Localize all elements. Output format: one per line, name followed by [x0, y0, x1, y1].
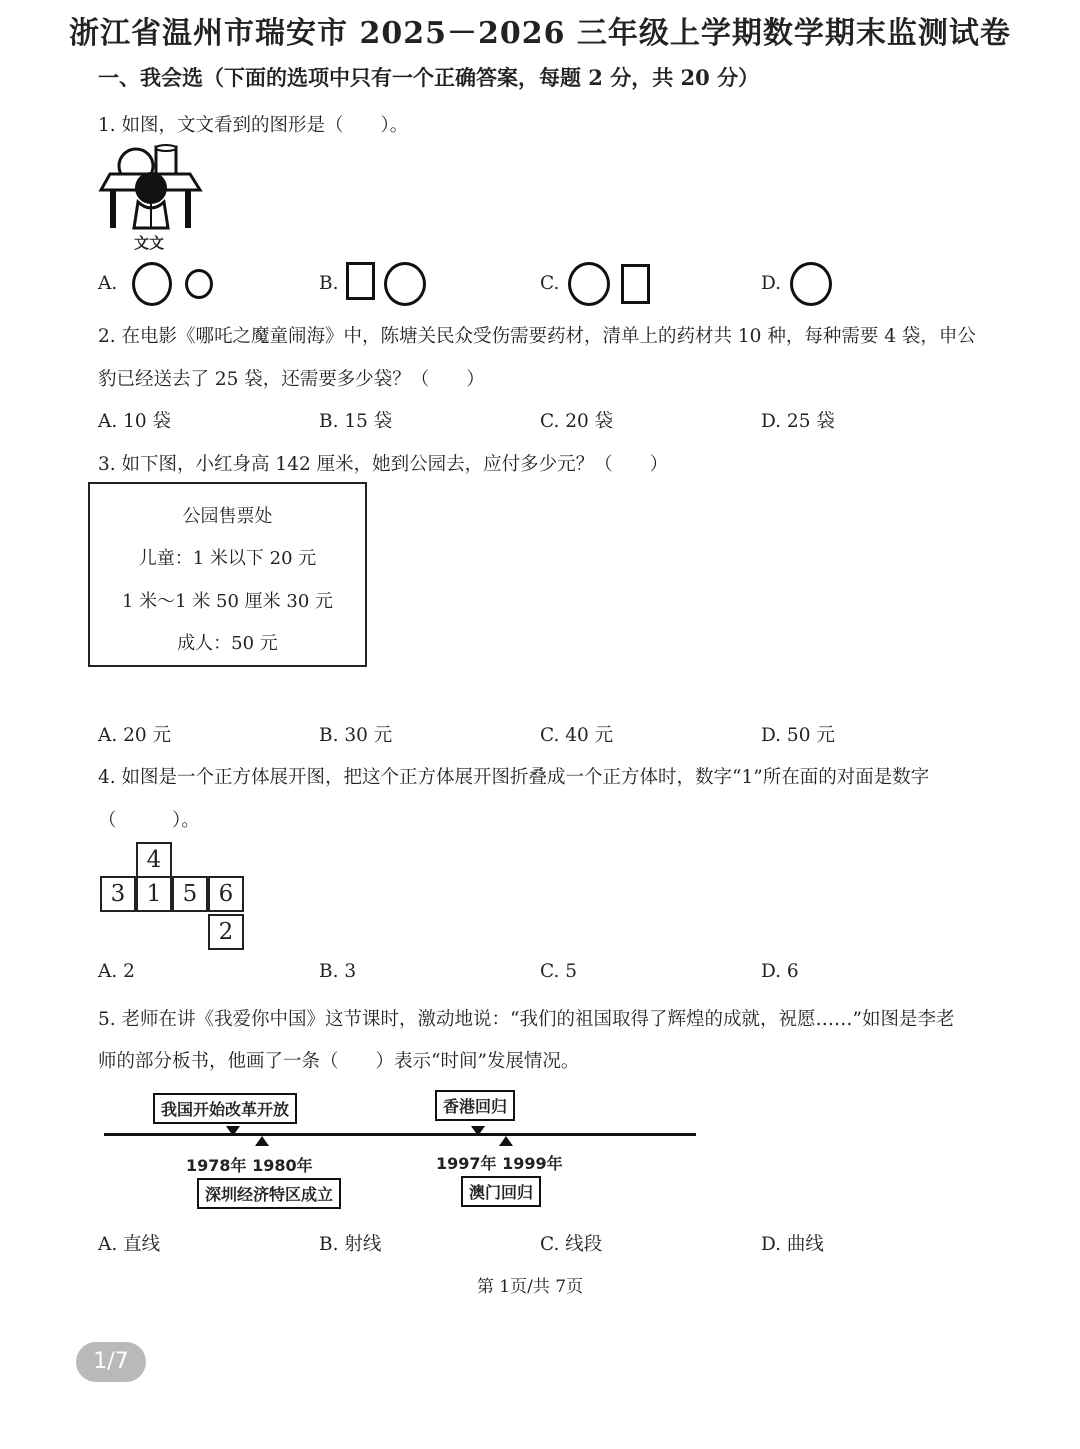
question-5-line2: 师的部分板书，他画了一条（ ）表示“时间”发展情况。 — [98, 1051, 580, 1072]
ticket-price-board — [88, 482, 367, 667]
up-arrow-icon — [499, 1136, 513, 1146]
q1-option-b[interactable]: B. — [319, 273, 339, 294]
up-arrow-icon — [255, 1136, 269, 1146]
q5-option-d[interactable]: D. 曲线 — [761, 1234, 824, 1255]
timeline-event-box: 我国开始改革开放 — [153, 1093, 297, 1124]
question-2-line2: 豹已经送去了 25 袋，还需要多少袋？（ ） — [98, 369, 485, 390]
q5-option-a[interactable]: A. 直线 — [98, 1234, 161, 1255]
child-at-desk-illustration — [98, 142, 204, 252]
q1-option-c[interactable]: C. — [540, 273, 560, 294]
timeline-event-box: 香港回归 — [435, 1090, 515, 1121]
question-4-line2: （ ）。 — [98, 810, 200, 831]
net-cell: 5 — [172, 876, 208, 912]
q4-option-d[interactable]: D. 6 — [761, 961, 799, 982]
q3-option-a[interactable]: A. 20 元 — [98, 725, 172, 746]
down-arrow-icon — [471, 1126, 485, 1136]
question-2-line1: 2. 在电影《哪吒之魔童闹海》中，陈塘关民众受伤需要药材，清单上的药材共 10 种，每种需要 4 袋，申公 — [98, 326, 976, 347]
q4-option-c[interactable]: C. 5 — [540, 961, 578, 982]
net-cell: 3 — [100, 876, 136, 912]
figure-label: 文文 — [134, 234, 165, 252]
q1-option-a[interactable]: A. — [98, 273, 118, 294]
question-5-line1: 5. 老师在讲《我爱你中国》这节课时，激动地说：“我们的祖国取得了辉煌的成就，祝愿……”如图是李老 — [98, 1009, 955, 1030]
q2-option-a[interactable]: A. 10 袋 — [98, 411, 172, 432]
question-4-line1: 4. 如图是一个正方体展开图，把这个正方体展开图折叠成一个正方体时，数字“1”所在面的对面是数字 — [98, 767, 930, 788]
circle-shape — [384, 262, 426, 306]
q2-option-b[interactable]: B. 15 袋 — [319, 411, 393, 432]
section-heading: 一、我会选（下面的选项中只有一个正确答案，每题 2 分，共 20 分） — [98, 65, 760, 90]
question-1-text: 1. 如图，文文看到的图形是（ ）。 — [98, 115, 409, 136]
circle-shape — [185, 269, 213, 299]
q4-option-a[interactable]: A. 2 — [98, 961, 135, 982]
net-cell: 4 — [136, 842, 172, 878]
q3-option-c[interactable]: C. 40 元 — [540, 725, 614, 746]
ticket-adult-price: 成人：50 元 — [177, 633, 278, 654]
net-cell: 6 — [208, 876, 244, 912]
rectangle-shape — [621, 264, 650, 304]
net-cell: 2 — [208, 914, 244, 950]
circle-shape — [568, 262, 610, 306]
q3-option-b[interactable]: B. 30 元 — [319, 725, 393, 746]
down-arrow-icon — [226, 1126, 240, 1136]
q4-option-b[interactable]: B. 3 — [319, 961, 357, 982]
q2-option-d[interactable]: D. 25 袋 — [761, 411, 835, 432]
q1-option-d[interactable]: D. — [761, 273, 782, 294]
circle-shape — [132, 262, 172, 306]
page-indicator[interactable]: 1/7 — [76, 1342, 146, 1382]
net-cell: 1 — [136, 876, 172, 912]
timeline-line — [104, 1133, 696, 1136]
timeline-event-box: 澳门回归 — [461, 1176, 541, 1207]
q2-option-c[interactable]: C. 20 袋 — [540, 411, 614, 432]
ticket-child-price: 儿童：1 米以下 20 元 — [138, 548, 317, 569]
ticket-title: 公园售票处 — [182, 506, 273, 527]
page-footer: 第 1页/共 7页 — [476, 1277, 584, 1297]
timeline-years: 1997年 1999年 — [436, 1154, 563, 1173]
question-3-text: 3. 如下图，小红身高 142 厘米，她到公园去，应付多少元？（ ） — [98, 454, 669, 475]
exam-title: 浙江省温州市瑞安市 2025－2026 三年级上学期数学期末监测试卷 — [69, 16, 1011, 51]
rectangle-shape — [346, 262, 375, 300]
q5-option-c[interactable]: C. 线段 — [540, 1234, 603, 1255]
circle-shape — [790, 262, 832, 306]
timeline-years: 1978年 1980年 — [186, 1156, 313, 1175]
q5-option-b[interactable]: B. 射线 — [319, 1234, 382, 1255]
q3-option-d[interactable]: D. 50 元 — [761, 725, 835, 746]
timeline-event-box: 深圳经济特区成立 — [197, 1178, 341, 1209]
ticket-mid-price: 1 米～1 米 50 厘米 30 元 — [121, 591, 334, 612]
